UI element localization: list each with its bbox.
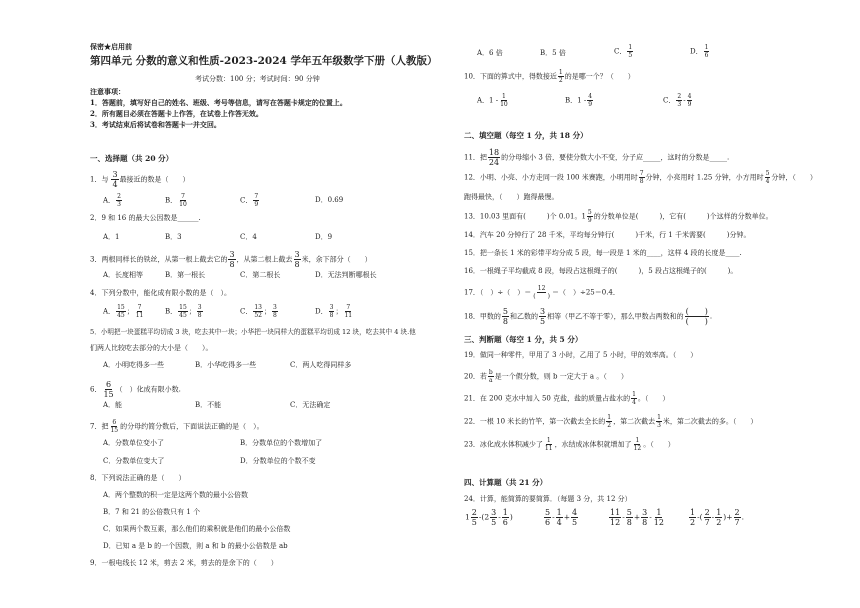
notes-heading: 注意事项：: [90, 87, 125, 96]
calc-expression-1: 1 $\frac{2}{5}$ -(2 $\frac{3}{5}$ - $\frac{1}{6}$ ): [465, 508, 513, 527]
option[interactable]: C． $\frac{2}{3}$ - $\frac{4}{9}$: [663, 93, 692, 108]
question-16: 16．一根绳子平均截成 8 段，每段占这根绳子的( )，5 段占这根绳子的( )。: [464, 267, 738, 275]
calc-expression-3: $\frac{11}{12}$ - $\frac{5}{8}$ + $\frac{3}{8}$ - $\frac{1}{12}$: [610, 508, 664, 527]
question-21: 21．在 200 克水中加入 50 克盐，盐的质量占盐水的 $\frac{1}{4}$ 。（ ）: [464, 391, 670, 406]
question-3: 3．两根同样长的铁丝，从第一根上截去它的 $\frac{3}{8}$ ，从第二根上截去 $\frac{3}{8}$ 米，余下部分（ ）: [90, 250, 372, 269]
option[interactable]: A．1 - $\frac{1}{10}$: [477, 93, 508, 108]
option[interactable]: D． $\frac{1}{6}$: [690, 44, 709, 59]
option[interactable]: B．5 倍: [540, 49, 566, 57]
option[interactable]: B．7 和 21 的公倍数只有 1 个: [103, 508, 201, 516]
note-item: 3．考试结束后将试卷和答题卡一并交回。: [90, 120, 221, 129]
question-1: 1．与 $\frac{3}{4}$ 最接近的数是（ ）: [90, 170, 190, 189]
option[interactable]: A． $\frac{15}{45}$ ； $\frac{7}{11}$: [103, 304, 144, 319]
option[interactable]: B． $\frac{15}{45}$ ； $\frac{3}{8}$: [165, 304, 202, 319]
option[interactable]: C．第二根长: [240, 271, 281, 279]
question-5-cont: 们两人比较吃去部分的大小是（ ）。: [90, 344, 213, 352]
question-19: 19．做同一种零件，甲用了 3 小时，乙用了 5 小时，甲的效率高。（ ）: [464, 351, 698, 359]
note-item: 1．答题前，填写好自己的姓名、班级、考号等信息，请写在答题卡规定的位置上。: [90, 98, 347, 107]
option[interactable]: C．4: [240, 233, 257, 241]
option[interactable]: A．两个整数的积一定是这两个数的最小公倍数: [103, 491, 249, 499]
option[interactable]: B． $\frac{7}{10}$: [165, 193, 187, 208]
section-heading: 四、计算题（共 21 分）: [464, 478, 548, 487]
option[interactable]: A．能: [103, 401, 123, 409]
question-9: 9．一根电线长 12 米，剪去 2 米，剪去的是余下的（ ）: [90, 559, 278, 567]
option[interactable]: D．分数单位的个数不变: [240, 457, 316, 465]
section-heading: 二、填空题（每空 1 分，共 18 分）: [464, 131, 588, 140]
question-4: 4．下列分数中，能化成有限小数的是（ ）。: [90, 289, 231, 297]
question-7: 7．把 $\frac{6}{15}$ 的分母约简分数后，下面说法正确的是（ ）。: [90, 419, 264, 434]
question-20: 20．若 $\frac{b}{a}$ 是一个假分数，则 b 一定大于 a 。（ ）: [464, 369, 628, 384]
option[interactable]: D．9: [315, 233, 333, 241]
question-10: 10．下面的算式中，得数接近 $\frac{1}{2}$ 的是哪一个？（ ）: [464, 69, 635, 84]
option[interactable]: D．无法判断哪根长: [315, 271, 377, 279]
option[interactable]: A．6 倍: [477, 49, 503, 57]
option[interactable]: B．小华吃得多一些: [195, 361, 257, 369]
question-12-cont: 跑得最快，（ ）跑得最慢。: [464, 193, 559, 201]
question-14: 14．汽车 20 分钟行了 28 千米，平均每分钟行( )千米，行 1 千米需要( )分钟。: [464, 231, 751, 239]
option[interactable]: B．3: [165, 233, 182, 241]
option[interactable]: C．如果两个数互素，那么他们的乘积就是他们的最小公倍数: [103, 525, 291, 533]
option[interactable]: C． $\frac{1}{5}$: [614, 44, 633, 59]
question-13: 13．10.03 里面有( )个 0.01。1 $\frac{5}{9}$ 的分数单位是( )，它有( )个这样的分数单位。: [464, 209, 773, 224]
question-6: 6． $\frac{6}{15}$ （ ）化成有限小数.: [90, 380, 181, 399]
option[interactable]: A．分数单位变小了: [103, 439, 165, 447]
question-18: 18．甲数的 $\frac{5}{8}$ 和乙数的 $\frac{3}{5}$ 相等（甲乙不等于零），那么甲数占两数和的 $\frac{( )}{( )}$ .: [464, 307, 713, 326]
option[interactable]: C．分数单位变大了: [103, 457, 165, 465]
option[interactable]: B．不能: [195, 401, 222, 409]
option[interactable]: D．已知 a 是 b 的一个因数，则 a 和 b 的最小公倍数是 ab: [103, 542, 288, 550]
question-23: 23．冰化成水体积减少了 $\frac{1}{11}$ ，水结成冰体积就增加了 $\frac{1}{12}$ 。（ ）: [464, 437, 675, 452]
question-17: 17．（ ）÷（ ）＝ $\frac{12}{( )}$ ＝（ ）÷25＝0.4．: [464, 285, 620, 300]
question-5: 5．小明把一块蛋糕平均切成 3 块，吃去其中一块；小华把一块同样大的蛋糕平均切成 12 块，吃去其中 4 块.他: [90, 328, 416, 336]
calc-expression-2: $\frac{5}{6}$ - $\frac{1}{4}$ + $\frac{4}{5}$: [545, 508, 578, 527]
question-2: 2．9 和 16 的最大公因数是______.: [90, 214, 201, 222]
option[interactable]: D． $\frac{3}{8}$ ； $\frac{7}{11}$: [315, 304, 353, 319]
page-title: 第四单元 分数的意义和性质-2023-2024 学年五年级数学下册（人教版）: [90, 55, 438, 67]
question-12: 12．小明、小亮、小方走同一段 100 米赛跑，小明用时 $\frac{7}{8}$ 分钟，小亮用时 1.25 分钟，小方用时 $\frac{5}{4}$ 分钟，（ ）: [464, 170, 817, 185]
question-11: 11．把 $\frac{18}{24}$ 的分母缩小 3 倍，要使分数大小不变，分子应_____，这时的分数是_____.: [464, 148, 730, 167]
section-heading: 三、判断题（每空 1 分，共 5 分）: [464, 335, 583, 344]
option[interactable]: B．第一根长: [165, 271, 206, 279]
option[interactable]: A．长度相等: [103, 271, 144, 279]
question-15: 15．把一条长 1 米的彩带平均分成 5 段，每一段是 1 米的____，这样 4 段的长度是____.: [464, 249, 742, 257]
section-heading: 一、选择题（共 20 分）: [90, 154, 174, 163]
option[interactable]: C．两人吃得同样多: [290, 361, 352, 369]
option[interactable]: C．无法确定: [290, 401, 331, 409]
option[interactable]: C． $\frac{7}{9}$: [240, 193, 259, 208]
question-8: 8．下列说法正确的是（ ）: [90, 474, 186, 482]
question-22: 22．一根 10 米长的竹竿，第一次截去全长的 $\frac{1}{2}$ ，第二次截去 $\frac{1}{3}$ 米，第二次截去的多。（ ）: [464, 414, 758, 429]
calc-expression-4: $\frac{1}{2}$ -( $\frac{2}{7}$ - $\frac{1}{2}$ )+ $\frac{2}{7}$ .: [690, 508, 744, 527]
question-24: 24．计算，能简算的要简算．（每题 3 分，共 12 分）: [464, 495, 632, 503]
option[interactable]: C． $\frac{13}{52}$ ； $\frac{3}{8}$: [240, 304, 277, 319]
option[interactable]: B．分数单位的个数增加了: [240, 439, 323, 447]
option[interactable]: B．1 - $\frac{4}{9}$: [565, 93, 593, 108]
option[interactable]: A．1: [103, 233, 120, 241]
option[interactable]: D．0.69: [315, 196, 344, 204]
exam-info: 考试分数：100 分；考试时间：90 分钟: [195, 75, 320, 83]
secret-label: 保密★启用前: [90, 42, 132, 51]
option[interactable]: A． $\frac{2}{3}$: [103, 193, 121, 208]
option[interactable]: A．小明吃得多一些: [103, 361, 165, 369]
note-item: 2．所有题目必须在答题卡上作答，在试卷上作答无效。: [90, 109, 263, 118]
